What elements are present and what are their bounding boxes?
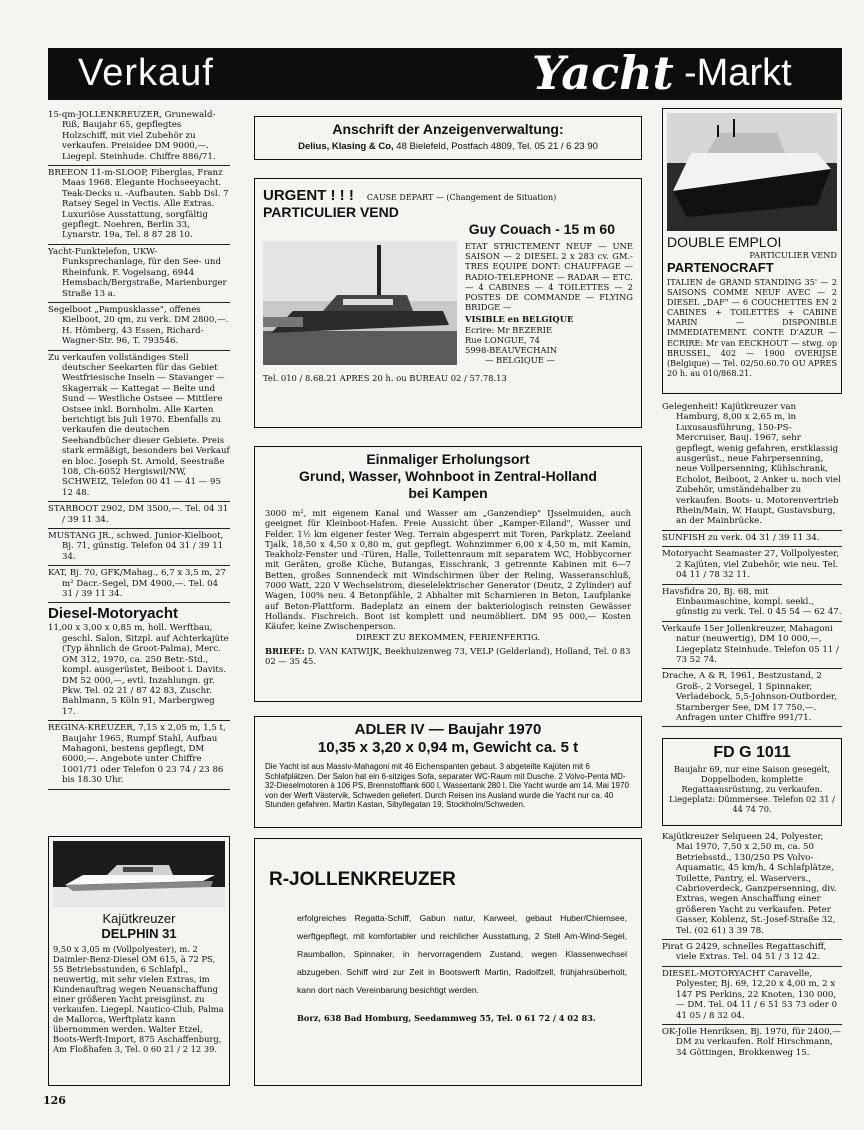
urgent-particulier: PARTICULIER VEND [263, 204, 399, 220]
classified-ad: MUSTANG JR., schwed. Junior-Kielboot, Bj. 71, günstig. Telefon 04 31 / 39 11 34. [48, 529, 230, 566]
classified-ad: DIESEL-MOTORYACHT Caravelle, Polyester, Bj. 69, 12,20 x 4,00 m, 2 x 147 PS Perkins, 22 Knoten, 130 000,— DM. Tel. 04 11 / 6 51 53 73 oder 0 41 05 / 8 32 04. [662, 967, 842, 1025]
anschrift-line: Delius, Klasing & Co, 48 Bielefeld, Postfach 4809, Tel. 05 21 / 6 23 90 [298, 141, 598, 152]
fdg-title: FD G 1011 [713, 744, 791, 761]
fdg-text: Baujahr 69, nur eine Saison gesegelt, Doppelboden, komplette Regattaausrüstung, zu verkaufen. Liegeplatz: Dümmersee. Telefon 02 31 / 44 74 70. [669, 764, 835, 815]
boat-on-trailer-illustration [667, 113, 837, 231]
classified-ad: BREEON 11-m-SLOOP, Fiberglas, Franz Maas 1968. Elegante Hochseeyacht. Teak-Decks u. -Aufbauten. Sabb Dsl. 7 Ratsey Segel in Vectis. Alle Extras. Luxuriöse Ausstattung, sorgfältig gepflegt. Noehren, Berlin 33, Lynarstr. 19a, Tel. 8 87 28 10. [48, 166, 230, 245]
urgent-visible: VISIBLE en BELGIQUE [465, 314, 574, 325]
diesel-ad [48, 603, 230, 721]
classified-ad: OK-Jolle Henriksen, Bj. 1970, für 2400,— DM zu verkaufen. Rolf Hirschmann, 34 Göttingen, Brokkenweg 15. [662, 1026, 841, 1058]
classified-ad: Kajütkreuzer Selqueen 24, Polyester, Mai 1970, 7,50 x 2,50 m, ca. 50 Betriebsstd., 130/250 PS Volvo-Aquamatic, 45 km/h, 4 Schlafplätze, Toilette, Pantry, el. Waservers., Cabrioverdeck, Ganzpersenning, div. Extras, wegen Anschaffung einer größeren Yacht zu verkaufen. Peter Gasser, Koblenz, St.-Josef-Straße 32, Tel. (02 61) 3 39 78. [662, 830, 842, 940]
urgent-title: URGENT ! ! ! [263, 187, 354, 204]
delphin-photo [53, 841, 225, 907]
rjollen-addr: Borz, 638 Bad Homburg, Seedammweg 55, Tel. 0 61 72 / 4 02 83. [297, 1013, 596, 1023]
urgent-addr-2: Rue LONGUE, 74 [465, 334, 540, 345]
urgent-cause: CAUSE DEPART — (Changement de Situation) [366, 193, 557, 202]
classified-ad: Gelegenheit! Kajütkreuzer van Hamburg, 8,00 x 2,65 m, in Luxusausführung, 150-PS-Mercruiser, Bauj. 1967, sehr gepflegt, wenig gefahren, erstklassig ausgerüst., neue Fahrpersenning, neue Vollpersenning, Kühlschrank, Echolot, Beiboot, 2 Anker u. noch viel Zubehör, umständehalber zu verkaufen. Boots- u. Motorenvertrieb Rhein/Main, W. Haupt, Gustavsburg, an der Mainbrücke. [662, 400, 842, 531]
double-name: PARTENOCRAFT [667, 260, 774, 275]
double-text: ITALIEN de GRAND STANDING 35' — 2 SAISONS COMME NEUF AVEC — 2 DIESEL „DAF" — 6 COUCHETTES EN 2 CABINES + TOILETTES + CABINE MARIN — DISPONIBLE IMMEDIATEMENT. CONTE D'AZUR — ECRIRE: Mr van EECKHOUT — stwg. op BRUSSEL, 402 — 1900 OVERIJSE (Belgique) — Tel. 02/50.60.70 OU APRES 20 h. au 010/868.21. [667, 277, 837, 378]
delphin-ad [48, 836, 230, 1086]
adler-text: Die Yacht ist aus Massiv-Mahagoni mit 46 Eichenspanten gebaut. 3 abgeteilte Kajüten mit 6 Schlafplätzen. Der Salon hat ein 6-sitziges Sofa, separater WC-Raum mit Dusche. 2 Volvo-Penta MD-32-Dieselmotoren à 106 PS, Brennstofftank 600 l, Wassertank 280 l. Die Yacht wurde am 14. Mai 1970 von der Werft Västervik, Schweden geliefert. Durch Reisen ins Ausland wurde die Yacht nur ca. 40 Stunden gefahren. Martin Kastan, Sibyllegatan 19, Stockholm/Schweden. [265, 762, 629, 810]
classified-ad: Drache, A & R, 1961, Bestzustand, 2 Groß-, 2 Vorsegel, 1 Spinnaker, Verladebock, 5,5-Johnson-Outborder, Starnberger See, DM 17 750,—. Anfragen unter Chiffre 991/71. [662, 669, 842, 727]
classified-ad: SUNFISH zu verk. 04 31 / 39 11 34. [662, 531, 842, 547]
banner-verkauf: Verkauf [78, 52, 214, 94]
r-jollenkreuzer-ad [254, 838, 642, 1086]
erholung-title-2: Grund, Wasser, Wohnboot in Zentral-Holland [299, 468, 597, 484]
regina-ad: REGINA-KREUZER, 7,15 x 2,05 m, 1,5 t, Baujahr 1965, Rumpf Stahl, Aufbau Mahagoni, bestens gepflegt, DM 6000,—. Angebote unter Chiffre 1001/71 oder Telefon 0 23 74 / 23 86 bis 18.30 Uhr. [48, 721, 230, 789]
classified-ad: Yacht-Funktelefon, UKW-Funksprechanlage, für den See- und Rheinfunk. F. Vogelsang, 6944 Hemsbach/Bergstraße, Marienburger Straße 13 a. [48, 245, 230, 303]
diesel-text: 11,00 x 3,00 x 0,85 m, holl. Werftbau, geschl. Salon, Sitzpl. auf Achterkajüte (Typ ähnlich de Groot-Palma), Merc. OM 312, 1970, ca. 250 Betr.-Std., kompl. ausgerüstet, Beiboot i. Davits. DM 52 000,—, evtl. Inzahlungn. gr. Pkw. Tel. 02 21 / 87 42 83, Zuschr. Bahlmann, 5 Köln 91, Marbergweg 17. [48, 623, 229, 717]
delphin-title-2: DELPHIN 31 [101, 926, 177, 941]
banner-yacht-logo: Yacht [532, 46, 674, 100]
urgent-tel: Tel. 010 / 8.68.21 APRES 20 h. ou BUREAU 02 / 57.78.13 [263, 373, 507, 384]
double-title: DOUBLE EMPLOI [667, 234, 782, 250]
delphin-text: 9,50 x 3,05 m (Vollpolyester), m. 2 Daimler-Benz-Diesel OM 615, à 72 PS, 55 Betriebsstunden, 6 Schlafpl., neuwertig, mit sehr vielen Extras, im Kundenauftrag wegen Neuanschaffung einer größeren Yacht preisgünst. zu verkaufen. Liegepl. Nautico-Club, Palma de Mallorca, Werftplatz kann übernommen werden. Walter Etzel, Boots-Werft-Import, 875 Aschaffenburg, Am Floßhafen 3, Tel. 0 60 21 / 2 12 39. [53, 944, 224, 1054]
adler-title-2: 10,35 x 3,20 x 0,94 m, Gewicht ca. 5 t [317, 739, 579, 756]
right-column [662, 400, 842, 727]
classified-ad: Segelboot „Pampusklasse", offenes Kielboot, 20 qm, zu verk. DM 2800,—. H. Hömberg, 43 Essen, Richard-Wagner-Str. 96, T. 793546. [48, 303, 230, 351]
erholung-title-1: Einmaliger Erholungsort [366, 451, 530, 467]
page-number: 126 [43, 1094, 66, 1107]
classified-ad: STARBOOT 2902, DM 3500,—. Tel. 04 31 / 39 11 34. [48, 502, 230, 529]
banner-markt: -Markt [684, 52, 792, 94]
partenocraft-photo [667, 113, 837, 231]
double-emploi-ad [662, 108, 842, 394]
anschrift-box [254, 116, 642, 160]
page-banner [48, 48, 842, 100]
adler-title-1: ADLER IV — Baujahr 1970 [354, 721, 542, 738]
yacht-in-harbour-illustration [263, 241, 457, 365]
left-column [48, 108, 230, 790]
classified-ad: KAT, Bj. 70, GFK/Mahag., 6,7 x 3,5 m, 27 m² Dacr.-Segel, DM 4900,—. Tel. 04 31 / 39 11 34. [48, 566, 230, 603]
guy-couach-photo [263, 241, 457, 365]
erholung-text: 3000 m², mit eigenem Kanal und Wasser am „Ganzendiep" IJsselmuiden, auch geeignet für Kleinboot-Hafen. Freie Aussicht über „Kamper-Eiland", Wasser und Felder. 1½ km eigener fester Weg. Terrain abgesperrt mit Toren, Parkplatz. Zeeland Tjalk, 18,50 x 4,50 x 0,80 m, gut gepflegt. Wohnzimmer 6,00 x 4,50 m, mit Kamin, Teakholz-Fenster und -Türen, Halle, Toilettenraum mit separatem WC, Hobbycorner mit Geräten, große Küche, Butangas, Eisschrank, 3 getrennte Kabinen mit 6—7 Betten, großes Sonnendeck mit Windschirmen über der Reling, Wasseranschluß, 7000 Watt, 220 V Wechselstrom, dieselelektrischer Generator (Deutz, 2 Zylinder) auf Wagen, 100% neu. 4 Betonpfähle, 2 Abhalter mit Scharnieren in Beton, Laufplanke auf Beton-Plattform. Badeplatz an einem der bakteriologisch reinsten Gewässer Hollands. Fischreich. Boot ist komplett und neumöbliert. DM 95 000,— Kosten Käufer, keine Zwischenperson. [265, 508, 631, 632]
urgent-addr-4: — BELGIQUE — [485, 355, 555, 366]
right-column-lower [662, 830, 842, 1061]
erholungsort-ad [254, 446, 642, 702]
classified-ad: Verkaufe 15er Jollenkreuzer, Mahagoni natur (neuwertig), DM 10 000,—, Liegeplatz Steinhude. Telefon 05 11 / 73 52 74. [662, 622, 842, 670]
classified-ad: Pirat G 2429, schnelles Regattaschiff, viele Extras. Tel. 04 51 / 3 12 42. [662, 940, 842, 967]
urgent-details [457, 241, 633, 365]
classified-ad: Havsfidra 20, Bj. 68, mit Einbaumaschine, kompl. seekl., günstig zu verk. Tel. 0 45 54 — 62 47. [662, 585, 842, 622]
erholung-title-3: bei Kampen [408, 485, 488, 501]
urgent-ad [254, 178, 642, 428]
motorboat-illustration [53, 841, 225, 907]
urgent-specs: ETAT STRICTEMENT NEUF — UNE SAISON — 2 DIESEL 2 x 283 cv. GM.-TRES EQUIPE DONT: CHAUFFAGE — RADIO-TELEPHONE — RADAR — ETC. — 4 CABINES — 4 TOILETTES — 2 POSTES DE COMMANDE — FLYING BRIDGE — [465, 241, 633, 313]
anschrift-title: Anschrift der Anzeigenverwaltung: [332, 121, 564, 137]
classified-ad: Motoryacht Seamaster 27, Vollpolyester, 2 Kajüten, viel Zubehör, wie neu. Tel. 04 11 / 78 32 11. [662, 547, 842, 584]
classified-ad: 15-qm-JOLLENKREUZER, Grunewald-Riß, Baujahr 65, gepflegtes Holzschiff, mit viel Zubehör zu verkaufen. Preisidee DM 9000,—. Liegepl. Steinhude. Chiffre 886/71. [48, 108, 230, 166]
rjollen-text: erfolgreiches Regatta-Schiff, Gabun natur, Karweel, gebaut Huber/Chiemsee, werftgepflegt, mit komfortabler und reichlicher Ausstattung, 2 Stell Am-Wind-Segel, Raumballon, Spinnaker, in hervorragendem Zustand, wegen Klassenwechsel abzugeben. Schiff wird zur Zeit in Bootswerft Martin, Radolfzell, frühjahrsüberholt, kann dort nach Vereinbarung besichtigt werden. [297, 913, 627, 995]
urgent-model: Guy Couach - 15 m 60 [468, 221, 615, 237]
adler-ad [254, 716, 642, 828]
rjollen-title: R-JOLLENKREUZER [269, 869, 456, 890]
fdg-ad [662, 738, 842, 826]
erholung-briefe: BRIEFE: D. VAN KATWIJK, Beekhuizenweg 73, VELP (Gelderland), Holland, Tel. 0 83 02 — 35 45. [265, 645, 631, 666]
diesel-title: Diesel-Motoryacht [48, 605, 179, 623]
classified-ad: Zu verkaufen vollständiges Stell deutscher Seekarten für das Gebiet Westfriesische Inseln — Stavanger — Skagerrak — Kattegat — Belte und Sund — Westliche Ostsee — Mittlere Ostsee inkl. Bornholm. Alle Karten berichtigt bis Juli 1970. Ebenfalls zu verkaufen die deutschen Seehandbücher dieser Gebiete. Preis stark ermäßigt, besonders bei Verkauf en bloc. Joseph St. Arnold, Seestraße 108, Ch-6052 Hergiswil/NW, SCHWEIZ, Telefon 00 41 — 41 — 95 12 48. [48, 351, 230, 503]
urgent-addr-3: 5998-BEAUVECHAIN [465, 345, 558, 356]
delphin-title-1: Kajütkreuzer [102, 911, 176, 926]
urgent-addr-1: Ecrire: Mr BEZERIE [465, 324, 553, 335]
erholung-direkt: DIREKT ZU BEKOMMEN, FERIENFERTIG. [355, 631, 541, 642]
double-sub: PARTICULIER VEND [749, 250, 837, 260]
